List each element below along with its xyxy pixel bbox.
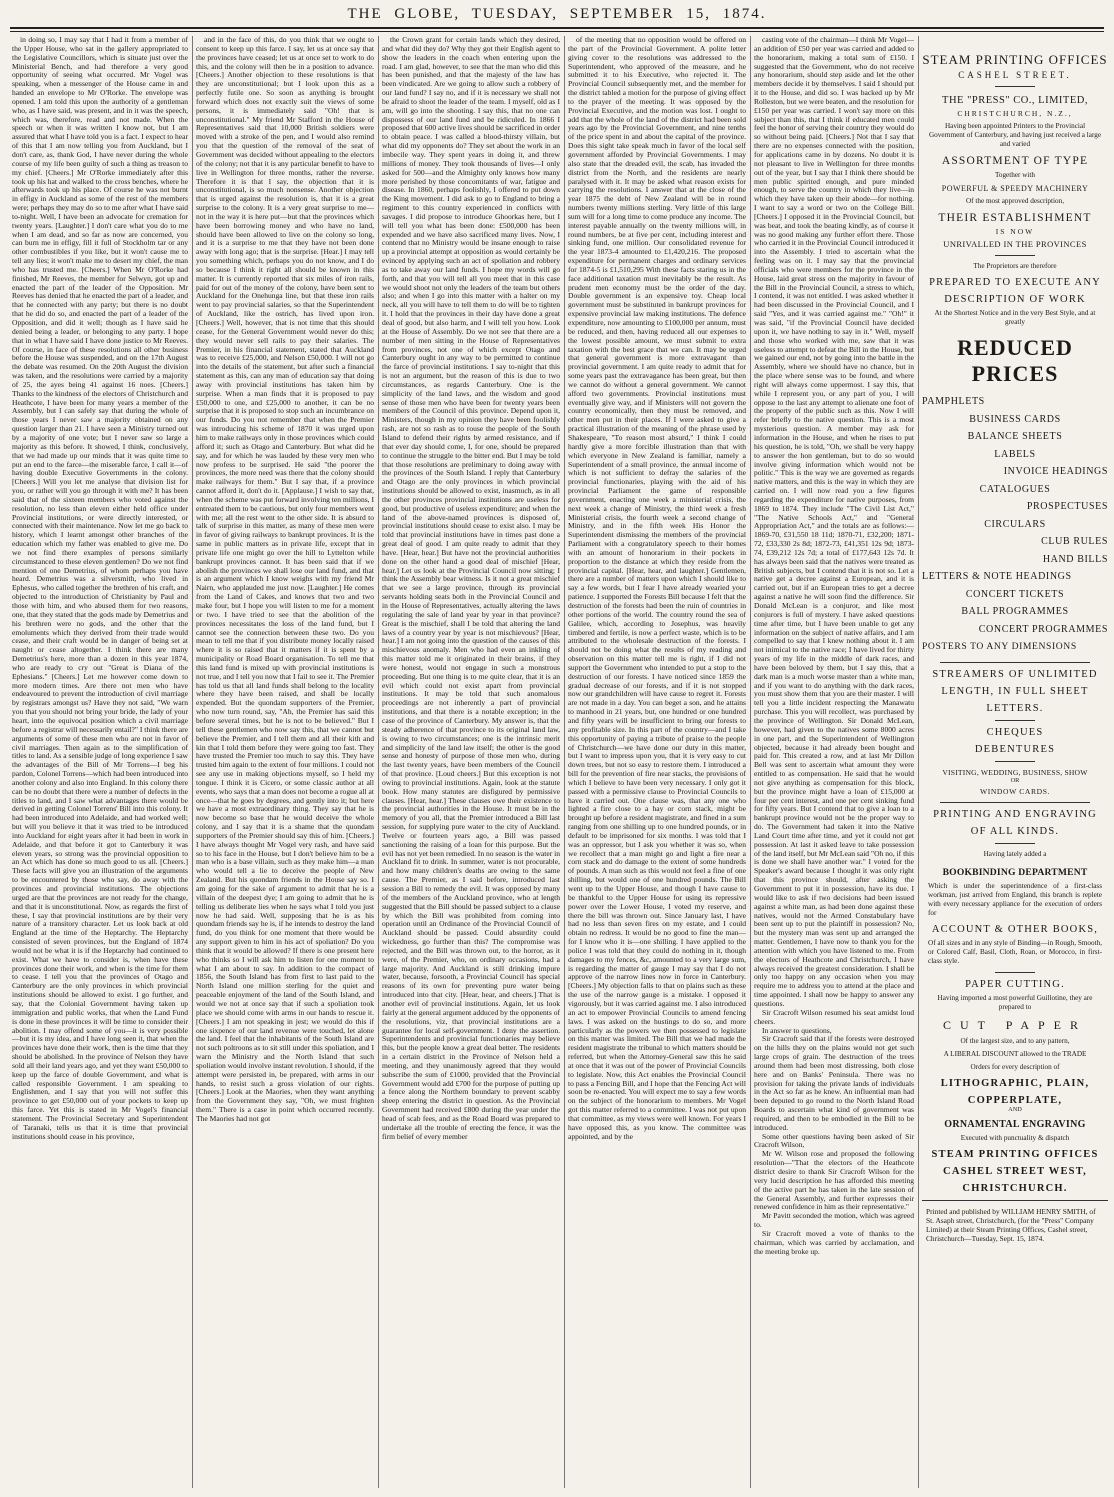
ad-proprietors: The Proprietors are therefore bbox=[973, 262, 1057, 270]
ad-item: BALANCE SHEETS bbox=[967, 431, 1063, 442]
ad-description: DESCRIPTION OF WORK bbox=[944, 294, 1086, 305]
column-divider bbox=[564, 36, 565, 1488]
article-paragraph: Sir Cracroft Wilson resumed his seat amidst loud cheers. bbox=[754, 1007, 914, 1026]
ad-cut-paper: CUT PAPER bbox=[942, 1017, 1088, 1032]
ad-length: LENGTH, IN FULL SHEET bbox=[941, 685, 1089, 697]
column-2 bbox=[196, 36, 374, 1488]
ad-item: POSTERS TO ANY DIMENSIONS bbox=[922, 641, 1077, 652]
ad-rule bbox=[940, 662, 1090, 663]
ad-rule bbox=[995, 972, 1035, 973]
ad-shortest: At the Shortest Notice and in the very Best Style, and at greatly bbox=[934, 309, 1096, 326]
ad-cashel-west: CASHEL STREET WEST, bbox=[943, 1165, 1087, 1177]
ad-assortment: ASSORTMENT OF TYPE bbox=[941, 155, 1089, 167]
ad-rule bbox=[995, 843, 1035, 844]
ad-window: WINDOW CARDS. bbox=[979, 786, 1051, 796]
article-paragraph: Mr W. Wilson rose and proposed the following resolution—"That the electors of the Heathcote district desire to thank Sir Cracroft Wilson for the very lucid description he has afforded this meeting of the active part he has taken in the late session of the General Assembly, and further expresses their renewed confidence in him as their representative." bbox=[754, 1149, 914, 1212]
ad-litho: LITHOGRAPHIC, PLAIN, bbox=[940, 1077, 1090, 1089]
ad-establishment: THEIR ESTABLISHMENT bbox=[938, 212, 1092, 224]
ad-lately: Having lately added a bbox=[983, 849, 1047, 858]
ad-item: BALL PROGRAMMES bbox=[961, 606, 1069, 617]
ad-item: HAND BILLS bbox=[1042, 553, 1108, 565]
article-paragraph: of the meeting that no opposition would be offered on the part of the Provincial Government. A polite letter giving cover to the resolutions was addressed to the Superintendent, who approved of the measure, and he submitted it to his Executive, who rejected it. The Provincial Council subsequently met, and the member for the district tabled a motion for the purpose of giving effect to the prayer of the meeting. It was opposed by the Provincial Executive, and the motion was lost. I ought to add that the whole of the land of the district had been sold years ago by the Provincial Government, and nine tenths of the price spent in and about the capital of the province. Does this sight take speak much in favor of the local self government afforded by Provincial Governments. I may also state that the dreaded evil, the scab, has invaded the district from the North, and the residents are nearly paralysed with it. It may be asked what reason exists for carrying the resolutions. I answer that at the close of the year 1875 the debt of New Zealand will be in round numbers twenty millions sterling. Very little of this large sum will for a long time to come produce any income. The interest payable annually on the twenty millions will, in round numbers, be at five per cent, including interest and sinking fund, one million. Our consolidated revenue for the year 1873-4 amounted to £1,420,216. The proposed expenditure for permanent charges and ordinary services for 1874-5 is £1,510,295 With these facts staring us in the face additional taxation must inevitably be the result. As prudent men economy must be the order of the day. Double government is an expensive toy. Cheap local government must be substituted in bankrupt provinces for expensive provincial law making institutions. The defence expenditure, now amounting to £100,000 per annum, must be reduced, and then, having reduced all our expenses to the lowest possible amount, we must submit to extra taxation with the best grace that we can. It may be urged that general government is more extravagant than provincial government. I am quite ready to admit that for some years past the extravagance has been great, but then we cannot do without a general government. We cannot afford two governments. Provincial institutions must eventually give way, and if Ministers will not govern the country economically, then they must be removed, and other men put in their places. If I were asked to give a practical illustration of the meaning of the phrase used by Shakespeare, "To reason most absurd," I think I could hardly give a more forcible illustration than that with which everyone in New Zealand is familiar, namely a Superintendent of a small province, the annual income of which is not sufficient to defray the salaries of the provincial functionaries, playing with the aid of his provincial Parliament the game of responsible government, enacting one week a ministerial crisis, the next week a change of Ministry, the third week a fresh Ministerial crisis, the fourth week a second change of Ministry, and in the fifth week His Honor the Superintendent dismissing the members of the provincial Parliament with a congratulatory speech to their homes with an amount of honorarium in their pockets in proportion to the distance at which they reside from the provincial capital. [Hear, hear, and laughter.] Gentlemen, there are a number of matters upon which I should like to say a few words, but I fear I have already wearied your patience. I supported the Forests Bill because I felt that the destruction of the forests had been the ruin of countries in other portions of the world. The country round the sea of Galilee, which, according to Josephus, was heavily timbered and fertile, is now a perfect waste, which is to be attributed to the wholesale destruction of the forests. I should not be doing what the results of my reading and observation on this matter tell me is right, if I did not support the Government who intended to put a stop to the destruction of our forests. I have noticed since 1859 the gradual decrease of our forests, and if it is not stopped now our grandchildren will have cause to regret it. Forests are not made in a day. You can beget a son, and he attains to manhood in 21 years, but, one hundred or one hundred and fifty years will be insufficient to bring our forests to any profitable size. In this part of the country—and I take this opportunity of paying a tribute of praise to the people of Christchurch—we have done our duty in this matter, but I want to impress upon you, that it is very easy to cut down trees, but not so easy to restore them. I introduced a bill for the prevention of fire near stacks, the provisions of which I believe to have been very necessary. I only got it passed with a permissive clause to Provincial Councils to have it carried out. One clause was, that any one who lighted a fire close to a hay or corn stack, might be brought up before a resident magistrate, and fined in a sum ranging from one shilling up to one hundred pounds, or in default to be imprisoned for six months. I was told that I was an oppressor, but I ask you whether it was so, when we recollect that a man might go and light a fire near a corn stack and do damage to the extent of some hundreds of pounds. A man such as this would not feel a fine of one shilling, but would one of one hundred pounds. The Bill went up to the Upper House, and though I have cause to be thankful to the Upper House for using its repressive power over the Lower House, I voted my reserve, and there the bill was thrown out. Since January last, I have had no less than seven fires on my estate, and I could obtain no redress. It would be no good to fine the man—for I know who it is—one shilling. I have applied to the police I was told that they could do nothing in it, though damages to my fences, &c, amounted to a very large sum, is regarding the matter of gauge I may say that I do not approve of the narrow lines now in force in Canterbury. [Cheers.] My objection falls to that on plains such as these the use of the narrow gauge is a mistake. I opposed it vigorously, but it was carried against me. I also introduced an act to empower Provincial Councils to amend fencing laws. I was asked on the hustings to do so, and more particularly as the powers we then possessed to legislate on this matter was limited. The Bill that we had made the resident magistrate the tribunal to which matters should be referred, but when the Attorney-General saw this he said at once that it was out of the power of Provincial Councils to legislate. Now, this Act enables the Provincial Council to pass a Fencing Bill, and I hope that the Fencing Act will soon be re-enacted. You will expect me to say a few words on the subject of the honorarium to members. Mr Vogel got this matter referred to a committee. I was not put upon that committee, as my views were well known. For years I have opposed this, as you know. The committee was appointed, and by the bbox=[568, 36, 746, 1141]
column-divider bbox=[918, 36, 919, 1488]
ad-item: CONCERT PROGRAMMES bbox=[978, 623, 1108, 635]
ad-bookbinding: BOOKBINDING DEPARTMENT bbox=[942, 866, 1088, 878]
column-divider bbox=[192, 36, 193, 1488]
ad-item: CONCERT TICKETS bbox=[965, 588, 1065, 600]
article-paragraph: and in the face of this, do you think that we ought to consent to keep up this farce. I say, let us at once say that the provinces have ceased; let us at once set to work to do this, and the colony will then be in a position to advance. [Cheers.] Another objection to these resolutions is that they are unconstitutional; but I look upon this as a perfectly futile one. So soon as anything is brought forward which does not exactly suit the views of some persons, it is immediately said "Oh! that is unconstitutional." My friend Mr Stafford in the House of Representatives said that 10,000 British soldiers were moved with a stroke of the pen, and I would also remind you that the question of the removal of the seat of Government was decided without appealing to the electors of the colony; not that it is any particular benefit to have to live in Wellington for three months, rather the reverse. Therefore it is that I say, the objection that it is unconstitutional, is so much nonsense. Another objection that is urged against the resolution is, that it is a great surprise to the colony. It is a very great surprise to me—not in the way it is here put—but that the provinces which have been borrowing money and who have no land, should have been allowed to live on the colony so long, and it is a surprise to me that they have not been done away with long ago; that is the surprise. [Hear.] I may tell you something which, perhaps you do not know, and I do so because I think it right all should be known in this matter. It is currently reported that six miles of iron rails, paid for out of the money of the colony, have been sent to Auckland for the Onehunga line, but that these iron rails went to pay provincial salaries, so that the Superintendent of Auckland, like the ostrich, has lived upon iron. [Cheers.] Well, however, that is not time that this should cease, for the General Government would never do this; they would never sell rails to pay their salaries. The Premier, in his financial statement, stated that Auckland was to receive £25,000, and Nelson £50,000. I will not go into the details of the statement, but after such a financial statement as this, can any man of education say that doing away with provincial institutions has taken him by surprise. When a man finds that it is proposed to pay £50,000 to one, and £25,000 to another, it can be no surprise that it is proposed to stop such an incumbrance on our funds. Do you not remember that when the Premier was introducing his scheme of 1870 it was urged upon him to make railways only in those provinces which could afford it; such as Otago and Canterbury. But what did he say, and for which he was lauded by these very men who now profess to be surprised. He said "the poorer the provinces, the more need was there that the colony should make railways for them." But I say that, if a province cannot afford it, don't do it. [Applause.] I wish to say that, when the scheme was put forward involving ten millions, I entreated them to be cautious, but only four members went with me; all the rest went to the other side. It is absurd to talk of surprise in this matter, as many of these men were in favor of giving railways to bankrupt provinces. It is the same in public matters as in private life, except that in private life one might go over the hill to Lyttelton while bankrupt provinces cannot. It has been said that if we abolish the provinces we shall lose our land fund, and that is an argument which I know weighs with my friend Mr Nairn, who applauded me just now. [Laughter.] He comes from the Land of Cakes, and knows that two and two make four, but I hope you will listen to me for a moment or two. I have tried to see that the abolition of the provinces necessitates the loss of the land fund, but I cannot see the connection between these two. Do you mean to tell me that if you distribute money locally raised where it is so raised that it matters if it is spent by a municipality or Road Board organisation. To tell me that this land fund is mixed up with provincial institutions is not true, and I tell you now that I fail to see it. The Premier has told us that all land funds shall belong to the locality where they have been raised, and shall be locally expended. But the quondam supporters of the Premier, who now turn round, say, "Ah, the Premier has said this before several times, but he is not to be believed." But I tell these gentlemen who now say this, that we cannot but believe the Premier, and I tell them and all their kith and kin that I told them before they were going too fast. They have trusted the Premier too much to say this. They have trusted him again to the extent of four millions. I could not see any use in making objections myself, so I held my tongue. I think it is Cicero, or some classic author at all events, who says that a man does not become a rogue all at once—that he goes by degrees, and gently into it; but here we have a most extraordinary thing. They say that he is now become so base that he would deceive the whole colony, and I say that it is a shame that the quondam supporters of the Premier should say this of him. [Cheers.] I have always thought Mr Vogel very rash, and have said so to his face in the House, but I don't believe him to be a man who is a base villain, such as they make him—a man who would tell a lie to deceive the people of New Zealand. But his quondam friends in the House say so. I am going for the sake of argument to admit that he is a villain of the deepest dye; I am going to admit that he is telling us deliberate lies when he says what I told you just now he had said. Well, supposing that he is as his quondam friends say he is, if he intends to destroy the land fund, do you think for one moment that there would be any support given to him in his act of spoliation? Do you think that it would be allowed? If there is one present here who thinks so I will ask him to listen for one moment to what I am about to say. In addition to the compact of 1856, the South Island has from first to last paid to the North Island one million sterling for the quiet and peaceable enjoyment of the land of the South Island, and would we not at once say that if such a spoliation took place we should come with arms in our hands to rescue it. [Cheers.] I am not speaking in jest; we would do this if one sixpence of our land revenue were touched, let alone the land. I feel that the inhabitants of the South Island are not such poltroons as to sit still under this spoliation, and I warn the Ministry and the North Island that such spoliation would involve instant revolution. I should, if the attempt were persisted in, be prepared, with arms in our hands, to resist such a gross violation of our rights. [Cheers.] Look at the Maories, when they want anything from the Government they say, "Oh, we must frighten them." There is a case in point which occurred recently. The Maories had not got bbox=[196, 36, 374, 1123]
ad-company: THE "PRESS" CO., LIMITED, bbox=[942, 95, 1088, 106]
masthead: THE GLOBE, TUESDAY, SEPTEMBER 15, 1874. bbox=[347, 6, 767, 22]
printing-office-advertisement bbox=[922, 36, 1108, 1488]
ad-and: AND bbox=[1008, 1105, 1022, 1113]
ad-or: OR bbox=[1010, 776, 1020, 784]
ad-item: CLUB RULES bbox=[1041, 536, 1108, 547]
ad-account: ACCOUNT & OTHER BOOKS, bbox=[931, 923, 1099, 935]
ad-copperplate: COPPERPLATE, bbox=[967, 1094, 1063, 1106]
article-paragraph: Sir Cracroft said that if the forests were destroyed on the hills they on the plains would not get such large crops of grain. The destruction of the trees around them had been most distressing, both close here and on Banks' Peninsula. There was no provision for taking the private lands of individuals in the Act so far as he knew. An influential man had been deputed to go round to the North Island Road Boards to ascertain what kind of government was required, and then to be embodied in the Bill to be introduced. bbox=[754, 1034, 914, 1132]
ad-item: CATALOGUES bbox=[979, 483, 1051, 495]
column-1 bbox=[12, 36, 188, 1488]
ad-item: BUSINESS CARDS bbox=[969, 413, 1061, 425]
ad-machinery: POWERFUL & SPEEDY MACHINERY bbox=[941, 184, 1089, 193]
ad-item: LABELS bbox=[994, 448, 1036, 460]
ad-streamers: STREAMERS OF UNLIMITED bbox=[932, 668, 1098, 680]
ad-item: INVOICE HEADINGS bbox=[1003, 466, 1108, 477]
ad-item: PAMPHLETS bbox=[922, 396, 985, 407]
imprint: Printed and published by WILLIAM HENRY SMITH, of St. Asaph street, Christchurch, (for the "Press" Company Limited) at their Steam Printing Offices, Cashel street, Christchurch—Tuesday, Sept. 15, 1874. bbox=[926, 1206, 1096, 1243]
ad-all-sizes: Of all sizes and in any style of Binding—in Rough, Smooth, or Colored Calf, Basil, Cloth, Roan, or Morocco, in first-class style. bbox=[928, 938, 1102, 965]
ad-item: CIRCULARS bbox=[984, 518, 1046, 530]
column-3 bbox=[382, 36, 560, 1488]
article-paragraph: Some other questions having been asked of Sir Cracroft Wilson, bbox=[754, 1131, 914, 1150]
ad-rule bbox=[995, 761, 1035, 762]
ad-rule bbox=[940, 802, 1090, 803]
article-paragraph: Sir Cracroft moved a vote of thanks to the chairman, which was carried by acclamation, and the meeting broke up. bbox=[754, 1228, 914, 1256]
ad-unrivalled: UNRIVALLED IN THE PROVINCES bbox=[943, 239, 1087, 249]
article-paragraph: the Crown grant for certain lands which they desired, and what did they do? Why they got their English agent to show the leaders in the coach when entering upon the road. I am glad, however, to see that the man who did this has been punished, and that the majesty of the law has been vindicated. Are we going to allow such a robbery of our land fund? I say no, and if it is necessary we shall not be afraid to shoot the leader of the team. I myself, old as I am, will go into the shooting. I say this, that no one can dispossess of our land fund and be ridiculed. In 1866 I proposed that 600 active lives should be sacrificed in order to obtain peace. I was called a blood-thirsty villain, but what did my opponents do? They set about the work in an imbecile way. They spent years in doing it, and threw millions of money. They took thousands of lives—I only asked for 500—and the Almighty only knows how many more perished by those concomitants of war, fatigue and disease. In 1860, perhaps foolishly, I offered to put down the King movement. I did ask to go to England to bring a regiment to this country experienced in conflicts with savages. I did propose to introduce Ghoorkas here, but I will tell you what has been done: £500,000 has been expended and we have also sacrificed many lives. Now, I contend that no Ministry would be insane enough to raise up a provincial attempt at opposition as would certainly be evinced by applying such an act of spoliation and robbery as to take away our land funds. I hope my words will go forth, and that you will tell all you meet that in this case we would shoot not only the leaders of the team but others also; and when I go into this matter with a halter on my neck, all you will have to tell them to do will be to tighten it. I hold that the provinces in their day have done a great deal of good, but also harm, and I will tell you how. Look at the House of Assembly. Do we not see that there are a number of men sitting in the House of Representatives from provinces, not one of which except Otago and Canterbury ought in any way to be permitted to continue the farce of provincial institutions. I say to-night that this is not an argument, but the reason of this is due to two circumstances, as regards Canterbury. One is the simplicity of the land laws, and the wisdom and good sense of those men who have been for twenty years been members of the Council of this province. Depend upon it, Ministers, though in my opinion they have been foolishly rash, are not so rash as to rouse the people of the South Island to defend their rights by armed resistance, and if that ever day should come, I, for one, should be prepared to continue the struggle to the bitter end. But I may be told that those resolutions are preliminary to doing away with the provinces of the South Island. I reply that Canterbury and Otago are the only provinces in which provincial institutions should be allowed to exist, inasmuch, as in all the other provinces provincial institutions are useless for good, but productive of useless expenditure; and when the land of the above-named provinces is disposed of, provincial institutions should cease to exist also. I may be told that provincial institutions have in times past done a great deal of good. I am quite ready to admit that they have. [Hear, hear.] But have not the provincial authorities done on the other hand a good deal of mischief [Hear, hear.] Let us look at the Provincial Council now sitting; I think the Assembly bear witness. Is it not a great mischief that we see a large province, through its provincial servants holding seats both in the Provincial Council and in the House of Representatives, actually altering the laws regulating the sale of land year by year in that province? Great is the mischief, shall I be told that altering the land laws of a country year by year is not mischievous? [Hear, hear.] I am not going into the question of the causes of this mischievous anomaly. Men who had even an inkling of this matter told me it originated in their brains, if they were honest, would not engage in such a monstrous proceeding. But one thing is to me quite clear, that it is an evil which could not exist apart from provincial institutions. It may be told that such anomalous proceedings are not inherently a part of provincial institutions, and that there is a notable exception; in the case of the province of Canterbury. My answer is, that the steady adherence of that province to its original land law, is owing to two circumstances; one is the intrinsic merit and simplicity of the land law itself; the other is the good sense and honesty of purpose of those men who, during the last twenty years, have been members of the Council of that province. [Loud cheers.] But this exception is not owing to provincial institutions. Again, look at the statute book. How many statutes are disfigured by permissive clauses. [Hear, hear.] These clauses owe their existence to the provincial authorities in the House. It must be in the memory of you all, that the Premier introduced a Bill last session, for supplying pure water to the city of Auckland. Twelve or fourteen years ago, a Bill was passed sanctioning the raising of a loan for this purpose. But the evil has not yet been remedied. In no season is the water in Auckland fit to drink. In summer, water is not procurable, and how many children's deaths are owing to the same cause. The Premier, as I said before, introduced last session a Bill to remedy the evil. It was opposed by many of the members of the Auckland province, who at length suggested that the Bill should be passed subject to a clause by which the Bill was prohibited from coming into operation until an Ordinance of the Provincial Council of Auckland should be passed. Could absurdity could wickedness, go further than this? The compromise was rejected, and the Bill was thrown out, to the horror, as it were, of the Premier, who, on ordinary occasions, had a large majority. And Auckland is still drinking impure water, because, forsooth, a Provincial Council has special reasons of its own for preventing pure water being introduced into that city. [Hear, hear, and cheers.] That is another evil of provincial institutions. Again, let us look fairly at the general argument adduced by the opponents of the resolutions, viz, that provincial institutions are a guarantee for local self-government. I deny the assertion. Superintendents and provincial functionaries may believe this, but the people know a great deal better. The residents in a certain district in the Province of Nelson held a meeting, and they unanimously agreed that they would subscribe the sum of £1000, provided that the Provincial Government would add £700 for the purpose of putting up a fence along the Northern boundary to prevent scabby sheep entering the district in question. As the Provincial Government had received £800 during the year under the head of scab fees, and as the Road Board was prepared to undertake all the trouble of erecting the fence, it was the firm belief of every member bbox=[382, 36, 560, 1141]
ad-christchurch: CHRISTCHURCH. bbox=[962, 1182, 1068, 1194]
column-divider bbox=[378, 36, 379, 1488]
ad-prepared: PREPARED TO EXECUTE ANY bbox=[929, 277, 1101, 288]
ad-orders: Orders for every description of bbox=[970, 1062, 1060, 1071]
ad-all-kinds: OF ALL KINDS. bbox=[970, 825, 1060, 837]
ad-paper-cutting: PAPER CUTTING. bbox=[965, 978, 1065, 990]
ad-together: Together with bbox=[994, 171, 1035, 179]
ad-city: CHRISTCHURCH, N.Z., bbox=[957, 109, 1073, 118]
ad-debentures: DEBENTURES bbox=[974, 743, 1056, 755]
column-4 bbox=[568, 36, 746, 1488]
column-divider bbox=[750, 36, 751, 1488]
article-paragraph: in doing so, I may say that I had it from a member of the Upper House, who sat in the gallery appropriated to the Legislative Councillors, which is situate just over the Ministerial Bench, and had therefore a very good opportunity of seeing what occurred. Mr Vogel was speaking, when a messenger of the House came in and handed an envelope to Mr O'Rorke. The envelope was opened. I am told this upon the authority of a gentleman who, as I have said, was present, and in it was the speech, which was, therefore, read and not made. When the speech or when it was written I know not, but I am assured that what I have told you is a fact. I expect to hear of this that I am now telling you from Auckland, but I don't care, as, thank God, I have never during the whole course of my life been guilty of such a thing as treason to my chief. [Cheers.] Mr O'Rorke immediately after this took up his hat and walked to the cross benches, where he afterwards took up his place. Of course he was not burnt in effigy in Auckland as some of the rest of the members were; perhaps they may do so to me after what I have said to-night. Well, I have been an advocate for cremation for twenty years. [Laughter.] I don't care what you do to me when I am dead, and so far as now are concerned, you can burn me in effigy, fill it full of Stockholm tar or any other combustibles if you like, but it won't cause me to tell any lies; it won't make me to desert my chief, the man who has trusted me. [Cheers.] When Mr O'Rorke had finished, Mr Reeves, the member for Selwyn, got up and enacted the part of the leader of the Opposition. Mr Reeves has denied that he enacted the part of a leader, and that he connected with any party; but there is no doubt that he did do so, and enacted the part of a leader of the Opposition, and did it well; though as I have said he denied being a leader, or belonging to any party. I hope that in what I have said I have done justice to Mr Reeves. Of course, in face of these resolutions all other business before the House was suspended, and on the 17th August the debate was resumed. On the 20th August the division was taken, and the resolutions were carried by a majority of 25, the ayes being 41 against 16 noes. [Cheers.] Thanks to the kindness of the electors of Christchurch and Heathcote, I have been for many years a member of the Assembly, but I can safely say that during the whole of those years I never saw a majority obtained on any question larger than 21. I have seen a Ministry turned out by a majority of one vote; but I never saw so large a majority as this before. It showed, I think, conclusively, that we had made up our minds that it was quite time to put an end to the farce—the miserable farce, I call it—of having double Executive Governments in the colony. [Cheers.] Will you let me analyse that division list for you, or rather will you go through it with me? It has been said that of the sixteen members who voted against the resolution, no less than eleven either held office under Provincial institutions, or were directly interested, or connected with their maintenance. Now let me go back to history, which I learnt amongst other branches of the education which my father was enabled to give me. Do we not find there examples of persons similarly circumstanced to these eleven gentlemen? Do we not find mention of one Demetrius, of whom perhaps you have heard. Demetrius was a silversmith, who lived in Ephesus, who called together the brethren of his craft, and objected to the introduction of Christianity by Paul and those with him, and who abused them for two reasons, one, that they stated that the gods made by Demetrius and his brethren were no gods, and the other that the emoluments which they derived from their trade would cease, and their craft would be in danger of being set at naught or cease altogether. I think there are many Demetrius's here, more than a dozen in this year 1874, who are ready to cry out "Great is Diana of the Ephesians." [Cheers.] Let me however come down to more modern times. Are there not men who have endeavoured to prevent the introduction of civil marriage by registrars amongst us? Have they not said, "We warn you that you should not bring your bride, the lady of your heart, into the equivocal position which a civil marriage before a registrar will necessarily entail?" I think there are arguments of some of these men who are not in favor of civil marriages. Then again as to the simplification of titles to land. As a sensible judge of long experience I saw the advantages of the Bill of Mr Torrens—I beg his pardon, Colonel Torrens—which had been introduced into another colony and also into England. In this colony there can be no doubt that there were a number of defects in the titles to land, and I saw what advantages there would be derived in getting Colonel Torrens' Bill into this colony. It had been introduced into Adelaide, and had worked well; but will you believe it that it was tried to be introduced into Auckland for eight years after it had been in work in Adelaide, and that before it got to Canterbury it was eleven years, so strong was the provincial opposition to an Act which has done so much good to us all. [Cheers.] These facts will give you an illustration of the arguments to be encountered by those who say, do away with the provinces and provincial institutions. The objections urged are that the provinces are not ready for the change, and that it is unconstitutional. Now, as regards the first of these, I say that provincial institutions are by their very nature of a transitory character. Let us look back at old England at the time of the Heptarchy. The Heptarchy consisted of seven provinces, but the England of 1874 would not be what it is if the Heptarchy had continued to exist. What we have to consider is, when have these provinces done their work, and when is the time for them to cease. I tell you that the provinces of Otago and Canterbury are the only provinces in which provincial institutions should be allowed to exist. I go further, and say, that the Colonial Government having taken up immigration and public works, that when the Land Fund is done in these provinces it will be time to consider their abolition. I may offend some of you—it is very possible—but it is my idea, and I have long seen it, that when the provinces have done their work, then is the time that they should be abolished. In the province of Nelson they have sold all their land years ago, and yet they want £50,000 to keep up the farce of double Government, and what is called responsible Government. I am speaking to Englishmen, and I say that you will not suffer this province to get £50,000 out of your pockets to keep up this farce. Yet this is stated in Mr Vogel's financial statement. The Provincial Secretary and Superintendent of Taranaki, tells us that it is time that provincial institutions should cease in his province, bbox=[12, 36, 188, 1141]
ad-street: CASHEL STREET. bbox=[958, 70, 1072, 80]
masthead-rule-thin bbox=[10, 31, 1104, 32]
ad-item: PROSPECTUSES bbox=[1026, 501, 1108, 512]
ad-ornamental: ORNAMENTAL ENGRAVING bbox=[944, 1118, 1086, 1130]
ad-cheques: CHEQUES bbox=[986, 726, 1044, 738]
ad-intro: Having been appointed Printers to the Provincial Government of Canterbury, and having just received a large and varied bbox=[928, 122, 1102, 148]
ad-executed: Executed with punctuality & dispatch bbox=[960, 1133, 1070, 1142]
ad-letters: LETTERS. bbox=[986, 702, 1044, 714]
ad-rule bbox=[922, 1200, 1108, 1201]
masthead-rule bbox=[10, 27, 1104, 29]
ad-rule bbox=[995, 720, 1035, 721]
article-paragraph: casting vote of the chairman—I think Mr Vogel—an addition of £50 per year was carried and added to the honorarium, making a total sum of £150. I suggested that the Government, who do not receive any honorarium, should step aside and let the other members decide it by themselves. I said I should put it to the House, and did so. I was backed up by Mr Rolleston, but we were beaten, and the resolution for £150 per year was carried. I won't say more on this subject than this, that I think if educated men could feel the honor of serving their country they would do so without being paid. [Cheers.] Not that I say that there are no expenses connected with the position, for applications came in by dozens. No doubt it is not pleasant to live in Wellington for three months out of the year, but I say that I think there should be men public spirited enough, and pure minded enough, to serve the country in which they live—in which they have taken up their abode—for nothing. I want to say a word or two on the College Bill. [Cheers.] I opposed it in the Provincial Council, but was beat, and took the beating kindly, as of course it was no good making any further effort there. Those who carried it in the Provincial Council introduced it into the Assembly. I tried to ascertain what the feeling was on it. I may say that the provincial officials who were members for the province in the House, laid great stress on the majority in favour of the Bill in the Provincial Council, a stress to which, I contend, it was not entitled. I was asked whether it had been discussed in the Provincial Council, and I said "Yes, and it was carried against me." "Oh!" it was said, "if the Provincial Council have decided upon it, we have nothing to say in it." Well, myself and those who worked with me, saw that it was useless to attempt to defeat the Bill in the House, but we gained our end, not by going into the battle in the Assembly, where we should have no chance, but in the place where sense was to be found, and where right will always come uppermost. I say this, that while I represent you, or any part of you, I will oppose to the last any attempt to alienate one foot of the property of the public such as this. Now I will refer briefly to the native question. This is a most mysterious question. A member may ask for information in the House, and when he rises to put his question, he is told, "Oh, we shall be very happy to answer the hon gentleman, but to do so would involve giving information which would not be politic." This is the way we are governed as regards native matters, and this is the way in which they are carried on. I will now read you a few figures regarding the expenditure for native purposes, from 1869 to 1874. They include "The Civil List Act," "The Native Schools Act," and "General Appropriation Act," and the totals are as follows:—1869-70, £31,550 18 11d; 1870-71, £32,200; 1871-72, £33,330 2s 8d; 1872-73, £41,351 12s 9d; 1873-74, £39,212 12s 7d; a total of £177,643 12s 7d. It has always been said that the natives were treated as British subjects, but I contend that it is not so. Let a native get a decree against a European, and it is carried out, but if an European tries to get a decree against a native he will soon find the difference. Sir Donald McLean is a conjuror, and like most conjurors is full of mystery. I have asked questions time after time, but I have been unable to get any information on the subject of native affairs, and I am compelled to say that I knew nothing about it. I am not inimical to the native race; I have lived for thirty years of my life in the middle of dark races, and have been beloved by them, but I say this, that a dark man is a much worse master than a white man, and if you want to do anything with the dark races, you must show them that you are their master. I will tell you a little incident respecting the Manawatu purchase. This you will recollect, was purchased by the province of Wellington. Sir Donald McLean, however, had given to the natives some 8000 acres in one part, and the Superintendent of Wellington objected, because it had already been bought and paid for. This created a row, and at last Mr Dillon Bell was sent to ascertain what amount they were entitled to as compensation. He said that he would not give anything as compensation for this block, but the province might have a loan of £15,000 at four per cent interest, and one per cent sinking fund for fifty years. But I contend that to give a loan to a bankrupt province would not be the proper way to do. The Government had taken it into the Native Land Court time after time, and yet it could not get possession. At last it asked leave to take possession of the land itself, but Mr McLean said "Oh no, if this is done we shall have another war." I voted for the Speaker's award because I thought it was only right that this province should, after asking the Government to put it in possession, have its due. I would like to ask if two decisions had been issued against a white man, as had been done against these natives, would not the Armed Constabulary have been sent up to put the plaintiff in possession? No, but the mystery man was sent up and arranged the matter. Gentlemen, I have now to thank you for the attention with which you have listened to me. From the electors of Heathcote and Christchurch, I have always received the greatest consideration. I shall be only too happy on any occasion when you may require me to address you to attend at the place and time appointed. I shall now be happy to answer any questions. bbox=[754, 36, 914, 1008]
ad-title: STEAM PRINTING OFFICES bbox=[922, 52, 1108, 67]
ad-steam-offices: STEAM PRINTING OFFICES bbox=[931, 1148, 1099, 1160]
ad-bookbinding-text: Which is under the superintendence of a first-class workman, just arrived from England, this branch is replete with every necessary appliance for the execution of orders for bbox=[928, 881, 1102, 917]
ad-rule bbox=[995, 86, 1035, 87]
ad-discount: A LIBERAL DISCOUNT allowed to the TRADE bbox=[943, 1049, 1087, 1058]
ad-printing: PRINTING AND ENGRAVING bbox=[933, 808, 1097, 820]
ad-of-most: Of the most approved description, bbox=[965, 197, 1064, 205]
column-5 bbox=[754, 36, 914, 1488]
ad-items bbox=[922, 393, 1108, 656]
ad-visiting: VISITING, WEDDING, BUSINESS, SHOW bbox=[942, 767, 1088, 777]
ad-largest: Of the largest size, and to any pattern, bbox=[960, 1036, 1070, 1045]
article-paragraph: In answer to questions, bbox=[762, 1025, 832, 1035]
ad-rule bbox=[995, 255, 1035, 256]
ad-guillotine: Having imported a most powerful Guillotine, they are prepared to bbox=[937, 993, 1093, 1011]
ad-reduced-prices: REDUCED PRICES bbox=[957, 335, 1073, 386]
article-paragraph: Mr Pavitt seconded the motion, which was agreed to. bbox=[754, 1211, 914, 1230]
ad-item: LETTERS & NOTE HEADINGS bbox=[922, 571, 1072, 582]
ad-is-now: IS NOW bbox=[995, 227, 1035, 236]
